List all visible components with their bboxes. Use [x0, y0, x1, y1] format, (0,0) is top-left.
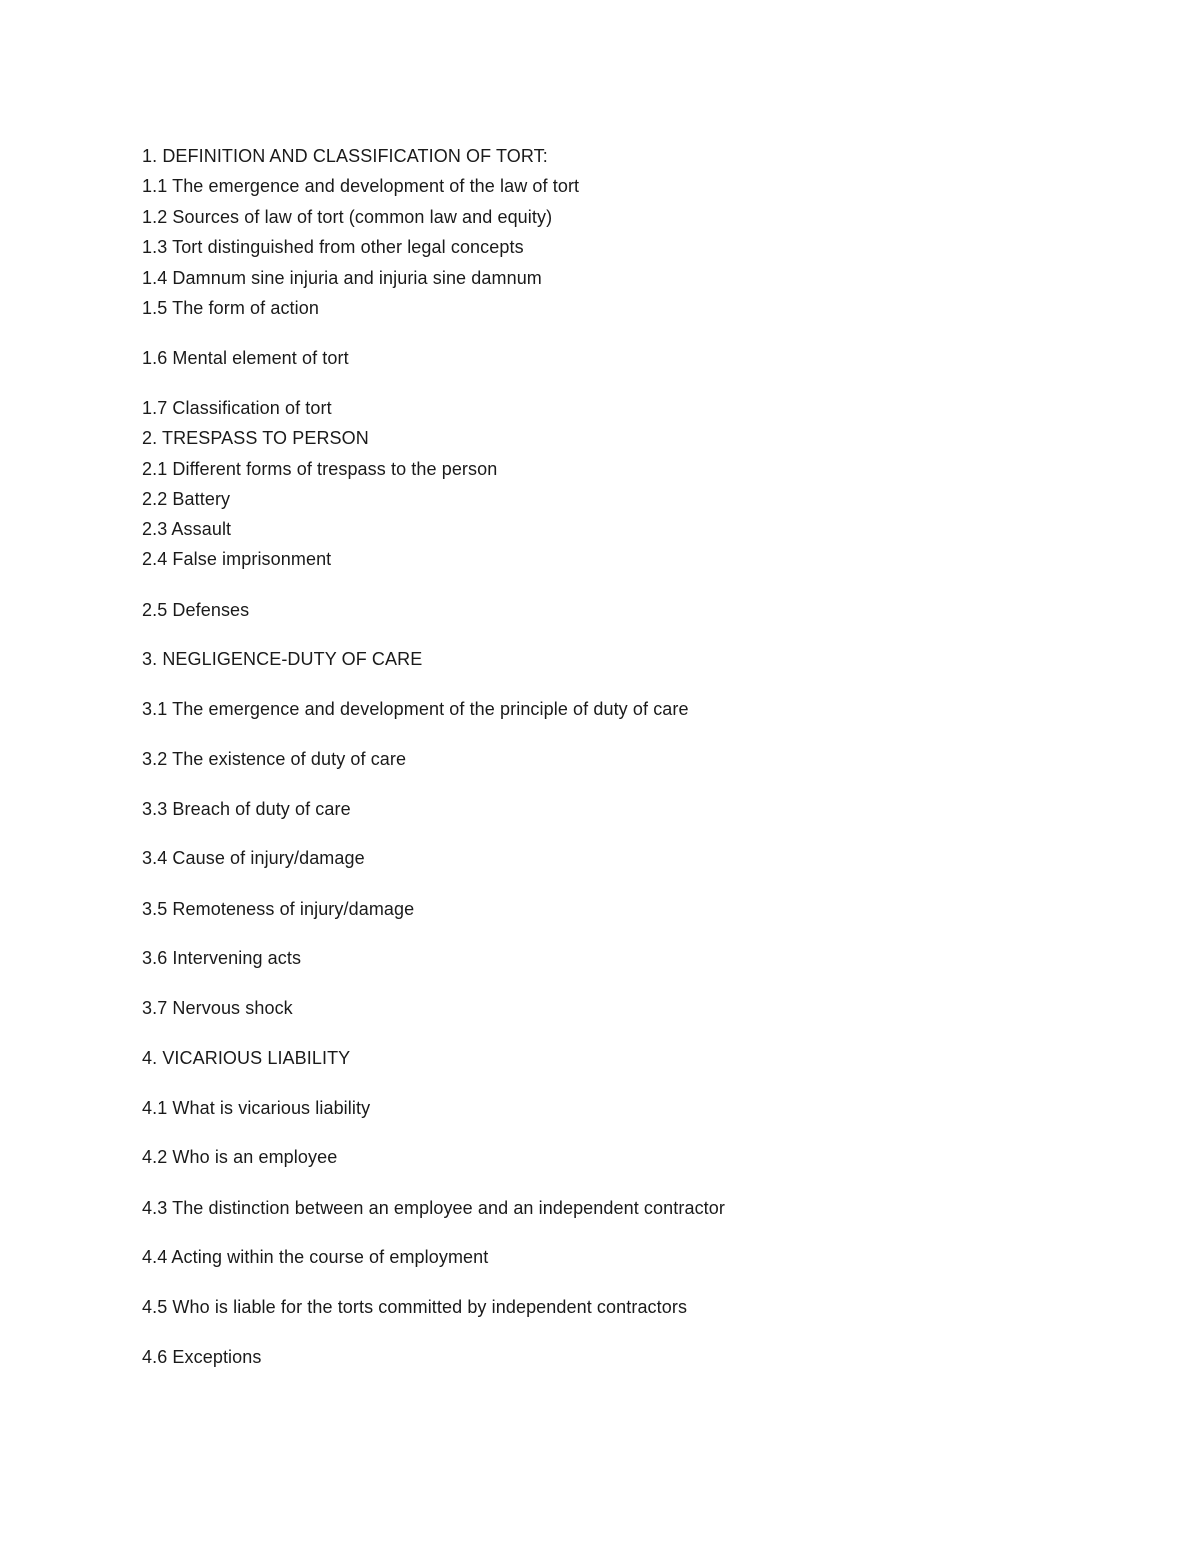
- section-heading-1: 1. DEFINITION AND CLASSIFICATION OF TORT:: [142, 146, 548, 166]
- outline-item-1-7: 1.7 Classification of tort: [142, 398, 332, 418]
- outline-item-2-2: 2.2 Battery: [142, 489, 231, 509]
- outline-item-3-5: 3.5 Remoteness of injury/damage: [142, 899, 415, 919]
- outline-item-1-3: 1.3 Tort distinguished from other legal concepts: [142, 237, 524, 257]
- outline-item-3-7: 3.7 Nervous shock: [142, 998, 293, 1018]
- outline-item-1-4: 1.4 Damnum sine injuria and injuria sine damnum: [142, 268, 542, 288]
- outline-item-2-5: 2.5 Defenses: [142, 600, 250, 620]
- outline-item-1-1: 1.1 The emergence and development of the law of tort: [142, 176, 580, 196]
- outline-item-4-3: 4.3 The distinction between an employee and an independent contractor: [142, 1198, 725, 1218]
- outline-item-2-1: 2.1 Different forms of trespass to the person: [142, 459, 498, 479]
- outline-item-4-4: 4.4 Acting within the course of employment: [142, 1247, 489, 1267]
- section-heading-4: 4. VICARIOUS LIABILITY: [142, 1048, 351, 1068]
- outline-item-3-3: 3.3 Breach of duty of care: [142, 799, 351, 819]
- outline-item-1-6: 1.6 Mental element of tort: [142, 348, 349, 368]
- outline-item-3-2: 3.2 The existence of duty of care: [142, 749, 407, 769]
- outline-item-3-4: 3.4 Cause of injury/damage: [142, 848, 365, 868]
- section-heading-3: 3. NEGLIGENCE-DUTY OF CARE: [142, 649, 423, 669]
- outline-item-4-5: 4.5 Who is liable for the torts committed by independent contractors: [142, 1297, 688, 1317]
- outline-item-2-3: 2.3 Assault: [142, 519, 232, 539]
- outline-item-1-5: 1.5 The form of action: [142, 298, 319, 318]
- outline-item-3-6: 3.6 Intervening acts: [142, 948, 302, 968]
- outline-item-4-2: 4.2 Who is an employee: [142, 1147, 338, 1167]
- outline-item-4-6: 4.6 Exceptions: [142, 1347, 262, 1367]
- section-heading-2: 2. TRESPASS TO PERSON: [142, 428, 369, 448]
- outline-item-3-1: 3.1 The emergence and development of the principle of duty of care: [142, 699, 689, 719]
- outline-item-2-4: 2.4 False imprisonment: [142, 549, 332, 569]
- outline-item-1-2: 1.2 Sources of law of tort (common law and equity): [142, 207, 553, 227]
- outline-item-4-1: 4.1 What is vicarious liability: [142, 1098, 371, 1118]
